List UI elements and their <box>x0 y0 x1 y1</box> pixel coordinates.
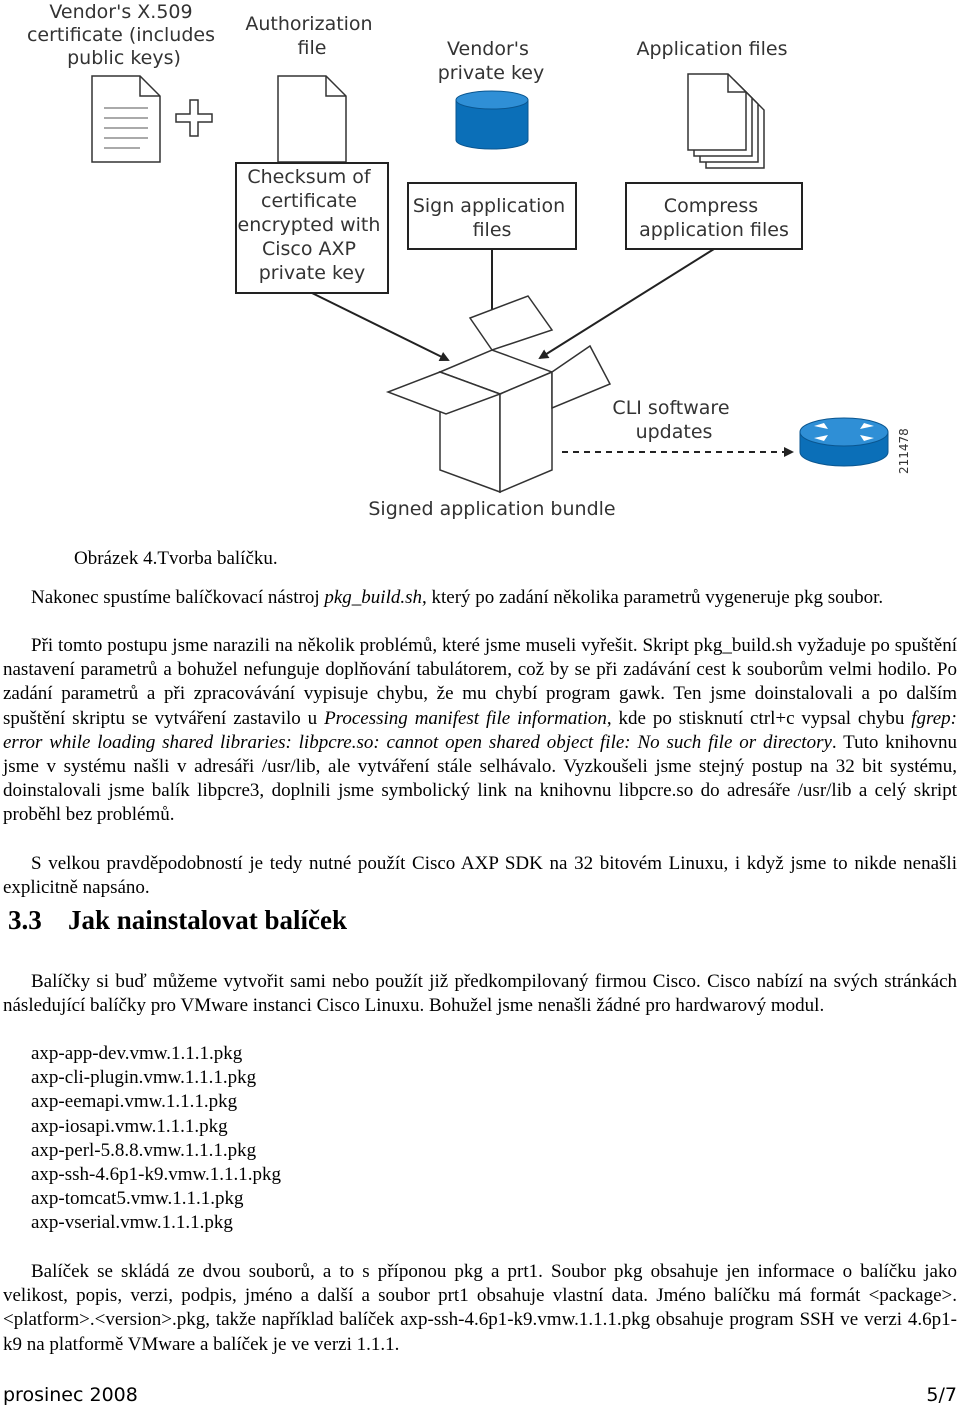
footer-date: prosinec 2008 <box>3 1384 138 1406</box>
list-item: axp-iosapi.vmw.1.1.1.pkg <box>31 1115 228 1137</box>
router-icon <box>800 418 888 466</box>
figure-id: 211478 <box>897 428 911 474</box>
section-number: 3.3 <box>8 905 42 935</box>
list-item: axp-app-dev.vmw.1.1.1.pkg <box>31 1043 243 1064</box>
list-item: axp-eemapi.vmw.1.1.1.pkg <box>31 1091 238 1113</box>
paragraph-4 <box>3 970 957 1018</box>
cert-label: Vendor's X.509 certificate (includes public keys) <box>26 1 216 69</box>
list-item: axp-vserial.vmw.1.1.1.pkg <box>31 1212 233 1234</box>
paragraph-3 <box>3 852 957 900</box>
paragraph-1 <box>3 586 957 610</box>
arrow-compress-to-bundle <box>540 249 714 358</box>
certificate-document-icon <box>92 76 160 162</box>
text: , který po zadání několika parametrů vygeneruje pkg soubor. <box>422 587 884 608</box>
private-key-label: Vendor's private key <box>437 38 545 84</box>
list-item: axp-perl-5.8.8.vmw.1.1.1.pkg <box>31 1139 257 1161</box>
compress-files-label: Compress application files <box>639 195 789 241</box>
text: Nakonec spustíme balíčkovací nástroj <box>31 587 325 608</box>
text: Balíček se skládá ze dvou souborů, a to s příponou pkg a prt1. Soubor pkg obsahuje jen informace o balíčku jako velikost, popis, verzi, podpis, jméno a další a soubor prt1 obsahuje vlastní data. Jméno balíčku má formát <package>.<platform>.<version>.pkg, takže například balíček axp-ssh-4.6p1-k9.vmw.1.1.1.pkg obsahuje program SSH ve verzi 4.6p1-k9 na platformě VMware a balíček je ve verzi 1.1.1. <box>3 1261 957 1355</box>
list-item: axp-tomcat5.vmw.1.1.1.pkg <box>31 1188 244 1210</box>
list-item: axp-cli-plugin.vmw.1.1.1.pkg <box>31 1067 257 1089</box>
text: . Tuto knihovnu jsme v systému našli v adresáři /usr/lib, ale vytváření stále selhávalo. Vyzkoušeli jsme stejný postup na 32 bit systému, doinstalovali jsme balík libpcre3, doplnili jsme symbolický link na knihovnu libpcre.so do adresáře /usr/lib a celý skript proběhl bez problémů. <box>3 731 958 826</box>
database-cylinder-icon <box>456 91 528 149</box>
text: Při tomto postupu jsme narazili na několik problémů, které jsme museli vyřešit. Skript pkg_build.sh vyžaduje po spuštění nastavení parametrů a bohužel nefunguje doplňování tabulátorem, což by se při zadávání cest k souborům velmi hodilo. Po zadání parametrů a při zpracovávání vypisuje chybu, že mu chybí program gawk. Ten jsme doinstalovali a po dalším spuštění skriptu se vytváření zastavilo u <box>3 635 957 729</box>
section-heading <box>8 905 347 936</box>
auth-file-label: Authorization file <box>245 13 373 59</box>
checksum-label: Checksum of certificate encrypted with Cisco AXP private key <box>237 166 381 284</box>
cli-updates-label: CLI software updates <box>612 397 730 443</box>
arrow-checksum-to-bundle <box>312 293 448 360</box>
text: S velkou pravděpodobností je tedy nutné použít Cisco AXP SDK na 32 bitovém Linuxu, i když jsme to nikde nenašli explicitně napsáno. <box>3 853 957 899</box>
application-files-label: Application files <box>636 38 788 60</box>
text-italic: pkg_build.sh <box>324 587 422 608</box>
text-italic: Processing manifest file information <box>324 707 607 729</box>
paragraph-2 <box>3 634 957 828</box>
text-italic: fgrep: error while loading shared libraries: libpcre.so: cannot open shared object file: No such file or directory <box>3 707 957 753</box>
text: Balíčky si buď můžeme vytvořit sami nebo použít již předkompilovaný firmou Cisco. Cisco nabízí na svých stránkách následující balíčky pro VMware instanci Cisco Linuxu. Bohužel jsme nenašli žádné pro hardwarový modul. <box>3 971 957 1017</box>
list-item: axp-ssh-4.6p1-k9.vmw.1.1.1.pkg <box>31 1164 281 1186</box>
package-list <box>31 1042 281 1236</box>
plus-icon <box>176 100 212 136</box>
sign-files-label: Sign application files <box>412 195 566 241</box>
application-files-stack-icon <box>688 74 764 168</box>
package-build-diagram <box>0 0 960 530</box>
bundle-box-icon <box>388 296 610 492</box>
footer-page-number: 5/7 <box>926 1384 957 1406</box>
text: , kde po stisknutí ctrl+c vypsal chybu <box>606 707 912 729</box>
bundle-label: Signed application bundle <box>368 498 616 520</box>
section-title: Jak nainstalovat balíček <box>68 905 348 935</box>
authorization-file-icon <box>278 76 346 162</box>
paragraph-5 <box>3 1260 957 1357</box>
figure-caption: Obrázek 4.Tvorba balíčku. <box>74 548 278 569</box>
